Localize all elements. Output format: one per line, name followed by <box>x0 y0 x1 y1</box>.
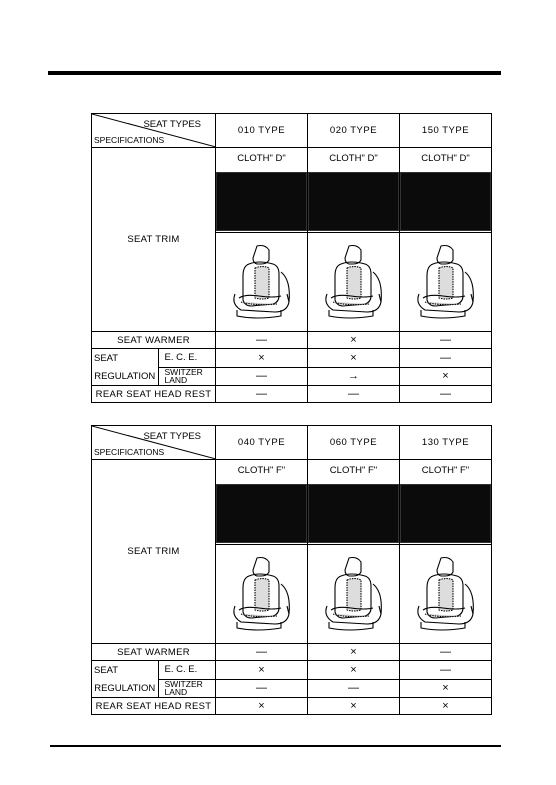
value-cell: — <box>308 386 400 403</box>
seat-warmer-row <box>92 644 492 661</box>
ece-label: E. C. E. <box>158 349 216 367</box>
cloth-label: CLOTH" F" <box>329 465 378 476</box>
value-cell: × <box>400 679 492 698</box>
corner-header-cell <box>92 114 216 148</box>
seat-image-cell <box>216 233 308 332</box>
seat-spec-table-1 <box>91 113 492 403</box>
trim-cell <box>308 148 400 233</box>
seat-warmer-label: SEAT WARMER <box>92 332 216 349</box>
type-header: 150 TYPE <box>400 114 492 148</box>
cloth-row <box>92 148 492 233</box>
cloth-label: CLOTH" D" <box>329 153 378 164</box>
ece-row <box>92 661 492 680</box>
car-seat-illustration <box>227 554 297 634</box>
seat-warmer-label: SEAT WARMER <box>92 644 216 661</box>
value-cell: × <box>400 367 492 386</box>
switzerland-label-line-2: LAND <box>164 375 188 386</box>
value-cell: — <box>216 332 308 349</box>
seat-label: SEAT <box>92 661 158 679</box>
rear-head-rest-row <box>92 698 492 715</box>
car-seat-illustration <box>319 242 389 322</box>
regulation-subtable <box>92 349 216 385</box>
seat-label: SEAT <box>92 349 158 367</box>
value-cell: — <box>400 349 492 368</box>
seat-image-cell <box>308 233 400 332</box>
fabric-swatch <box>216 484 307 543</box>
value-cell: × <box>308 644 400 661</box>
value-cell: → <box>308 367 400 386</box>
trim-cell <box>216 148 308 233</box>
seat-image-cell <box>308 545 400 644</box>
regulation-subtable <box>92 661 216 697</box>
top-rule <box>48 71 501 75</box>
value-cell: × <box>216 349 308 368</box>
fabric-swatch <box>308 172 399 231</box>
rear-head-rest-label: REAR SEAT HEAD REST <box>92 698 216 715</box>
value-cell: × <box>308 661 400 680</box>
type-header: 010 TYPE <box>216 114 308 148</box>
value-cell: — <box>308 679 400 698</box>
car-seat-illustration <box>227 242 297 322</box>
seat-trim-label: SEAT TRIM <box>92 460 216 644</box>
switzerland-label-line-1: SWITZER <box>164 679 203 690</box>
value-cell: × <box>308 349 400 368</box>
seat-image-cell <box>216 545 308 644</box>
value-cell: × <box>400 698 492 715</box>
bottom-rule <box>50 745 501 747</box>
seat-types-header: SEAT TYPES <box>143 431 201 442</box>
value-cell: — <box>216 644 308 661</box>
cloth-label: CLOTH" F" <box>237 465 286 476</box>
switzerland-label <box>158 679 216 697</box>
type-header: 060 TYPE <box>308 426 400 460</box>
ece-label: E. C. E. <box>158 661 216 679</box>
value-cell: × <box>216 661 308 680</box>
seat-image-cell <box>400 233 492 332</box>
corner-header-cell <box>92 426 216 460</box>
seat-regulation-cell <box>92 661 216 698</box>
specifications-header: SPECIFICATIONS <box>94 447 165 457</box>
value-cell: — <box>400 661 492 680</box>
seat-image-cell <box>400 545 492 644</box>
fabric-swatch <box>400 484 491 543</box>
fabric-swatch <box>308 484 399 543</box>
switzerland-label <box>158 367 216 385</box>
switzerland-label-line-2: LAND <box>164 687 188 698</box>
header-row <box>92 114 492 148</box>
trim-cell <box>308 460 400 545</box>
seat-regulation-cell <box>92 349 216 386</box>
value-cell: × <box>308 332 400 349</box>
car-seat-illustration <box>411 242 481 322</box>
type-header: 130 TYPE <box>400 426 492 460</box>
value-cell: — <box>400 644 492 661</box>
fabric-swatch <box>216 172 307 231</box>
cloth-label: CLOTH" F" <box>421 465 470 476</box>
value-cell: — <box>400 332 492 349</box>
specifications-header: SPECIFICATIONS <box>94 135 165 145</box>
header-row <box>92 426 492 460</box>
seat-types-header: SEAT TYPES <box>143 119 201 130</box>
trim-cell <box>400 148 492 233</box>
regulation-label: REGULATION <box>92 367 158 385</box>
fabric-swatch <box>400 172 491 231</box>
switzerland-label-line-1: SWITZER <box>164 367 203 378</box>
seat-spec-table-2 <box>91 425 492 715</box>
rear-head-rest-label: REAR SEAT HEAD REST <box>92 386 216 403</box>
seat-trim-label: SEAT TRIM <box>92 148 216 332</box>
cloth-label: CLOTH" D" <box>237 153 286 164</box>
type-header: 020 TYPE <box>308 114 400 148</box>
rear-head-rest-row <box>92 386 492 403</box>
value-cell: × <box>308 698 400 715</box>
car-seat-illustration <box>319 554 389 634</box>
car-seat-illustration <box>411 554 481 634</box>
type-header: 040 TYPE <box>216 426 308 460</box>
value-cell: × <box>216 698 308 715</box>
trim-cell <box>216 460 308 545</box>
regulation-label: REGULATION <box>92 679 158 697</box>
cloth-label: CLOTH" D" <box>421 153 470 164</box>
trim-cell <box>400 460 492 545</box>
value-cell: — <box>216 386 308 403</box>
seat-warmer-row <box>92 332 492 349</box>
ece-row <box>92 349 492 368</box>
value-cell: — <box>216 367 308 386</box>
cloth-row <box>92 460 492 545</box>
value-cell: — <box>400 386 492 403</box>
value-cell: — <box>216 679 308 698</box>
